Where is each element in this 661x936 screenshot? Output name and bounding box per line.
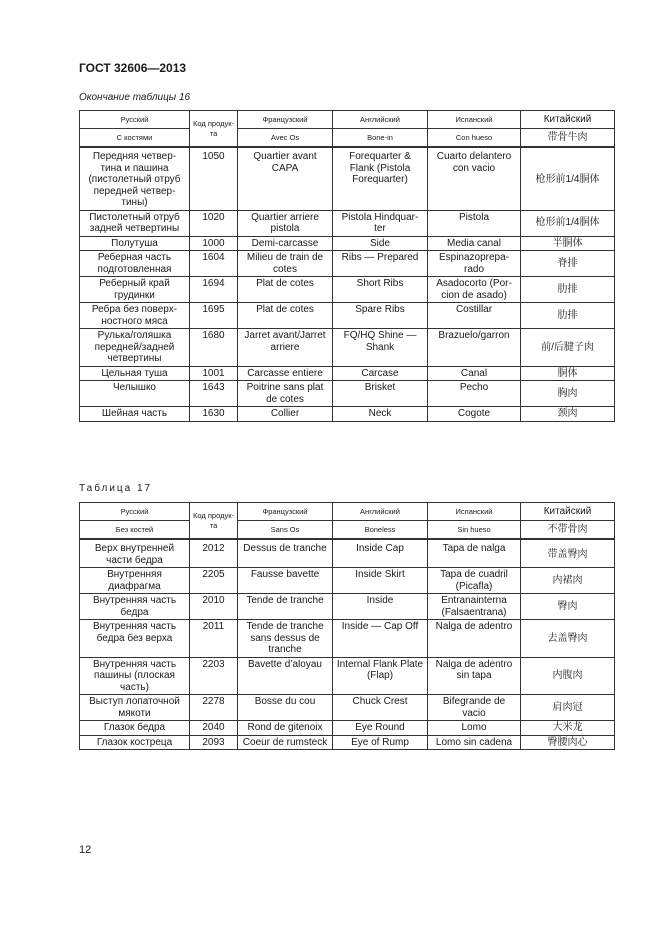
cell-russian: Внутренняя диафрагма — [80, 568, 190, 594]
cell-french: Plat de cotes — [238, 277, 333, 303]
subheader-french: Avec Os — [238, 129, 333, 148]
cell-english: Inside — Cap Off — [333, 620, 428, 658]
table17-subheader-row — [80, 521, 615, 540]
cell-french: Quartier avant CAPA — [238, 147, 333, 210]
cell-code: 1630 — [190, 407, 238, 422]
cell-code: 1680 — [190, 329, 238, 367]
cell-russian: Пистолетный отруб задней четвертины — [80, 210, 190, 236]
cell-spanish: Cuarto delantero con vacio — [428, 147, 521, 210]
cell-french: Fausse bavette — [238, 568, 333, 594]
cell-spanish: Canal — [428, 366, 521, 381]
cell-code: 1050 — [190, 147, 238, 210]
cell-chinese: 内腹肉 — [521, 657, 615, 695]
cell-chinese: 颈肉 — [521, 407, 615, 422]
cell-spanish: Nalga de adentro — [428, 620, 521, 658]
cell-french: Plat de cotes — [238, 303, 333, 329]
cell-russian: Внутренняя часть бедра без верха — [80, 620, 190, 658]
cell-chinese: 胴体 — [521, 366, 615, 381]
cell-russian: Глазок бедра — [80, 721, 190, 736]
cell-spanish: Bifegrande de vacio — [428, 695, 521, 721]
cell-chinese: 枪形前1/4胴体 — [521, 147, 615, 210]
table-row — [80, 407, 615, 422]
cell-russian: Реберный край грудинки — [80, 277, 190, 303]
cell-english: Pistola Hindquar-ter — [333, 210, 428, 236]
cell-code: 2093 — [190, 735, 238, 750]
cell-code: 1001 — [190, 366, 238, 381]
cell-spanish: Asadocorto (Por-cion de asado) — [428, 277, 521, 303]
cell-spanish: Entranainterna (Falsaentrana) — [428, 594, 521, 620]
cell-chinese: 臀腰肉心 — [521, 735, 615, 750]
cell-chinese: 脊排 — [521, 251, 615, 277]
cell-russian: Челышко — [80, 381, 190, 407]
table-row — [80, 594, 615, 620]
cell-english: FQ/HQ Shine — Shank — [333, 329, 428, 367]
cell-chinese: 前/后腱子肉 — [521, 329, 615, 367]
col-header-french: Французский — [238, 111, 333, 129]
table-row — [80, 210, 615, 236]
cell-spanish: Espinazoprepa-rado — [428, 251, 521, 277]
cell-russian: Внутренняя часть бедра — [80, 594, 190, 620]
cell-chinese: 带盖臀肉 — [521, 539, 615, 568]
cell-french: Coeur de rumsteck — [238, 735, 333, 750]
table16-caption: Окончание таблицы 16 — [79, 92, 191, 103]
cell-spanish: Pecho — [428, 381, 521, 407]
col-header-english: Английский — [333, 111, 428, 129]
col-header-chinese: Китайский — [521, 111, 615, 129]
cell-english: Internal Flank Plate (Flap) — [333, 657, 428, 695]
cell-chinese: 枪形前1/4胴体 — [521, 210, 615, 236]
table16-header-row — [80, 111, 615, 129]
cell-spanish: Media canal — [428, 236, 521, 251]
cell-code: 2203 — [190, 657, 238, 695]
cell-chinese: 臀肉 — [521, 594, 615, 620]
subheader-russian: Без костей — [80, 521, 190, 540]
cell-chinese: 大米龙 — [521, 721, 615, 736]
subheader-english: Bone-in — [333, 129, 428, 148]
cell-russian: Передняя четвер-тина и пашина (пистолетный отруб передней четвер-тины) — [80, 147, 190, 210]
cell-russian: Ребра без поверх-ностного мяса — [80, 303, 190, 329]
cell-chinese: 肩肉冠 — [521, 695, 615, 721]
cell-russian: Реберная часть подготовленная — [80, 251, 190, 277]
cell-french: Quartier arriere pistola — [238, 210, 333, 236]
cell-french: Rond de gitenoix — [238, 721, 333, 736]
cell-russian: Рулька/голяшка передней/задней четвертины — [80, 329, 190, 367]
col-header-spanish: Испанский — [428, 111, 521, 129]
cell-code: 1694 — [190, 277, 238, 303]
cell-russian: Полутуша — [80, 236, 190, 251]
cell-french: Collier — [238, 407, 333, 422]
table-row — [80, 329, 615, 367]
subheader-chinese: 带骨牛肉 — [521, 129, 615, 148]
table-row — [80, 236, 615, 251]
cell-code: 1695 — [190, 303, 238, 329]
cell-russian: Цельная туша — [80, 366, 190, 381]
cell-russian: Глазок кострецa — [80, 735, 190, 750]
cell-russian: Внутренняя часть пашины (плоская часть) — [80, 657, 190, 695]
cell-english: Eye of Rump — [333, 735, 428, 750]
cell-english: Short Ribs — [333, 277, 428, 303]
page-number: 12 — [79, 844, 92, 856]
cell-code: 2010 — [190, 594, 238, 620]
cell-english: Chuck Crest — [333, 695, 428, 721]
table16-subheader-row — [80, 129, 615, 148]
cell-english: Neck — [333, 407, 428, 422]
cell-french: Poitrine sans plat de cotes — [238, 381, 333, 407]
cell-spanish: Tapa de cuadril (Picafla) — [428, 568, 521, 594]
cell-english: Carcase — [333, 366, 428, 381]
cell-french: Dessus de tranche — [238, 539, 333, 568]
col-header-chinese: Китайский — [521, 503, 615, 521]
cell-french: Jarret avant/Jarret arriere — [238, 329, 333, 367]
table-row — [80, 539, 615, 568]
cell-code: 1643 — [190, 381, 238, 407]
cell-english: Inside Skirt — [333, 568, 428, 594]
cell-chinese: 胸肉 — [521, 381, 615, 407]
col-header-code: Код продук- та — [190, 111, 238, 148]
cell-english: Forequarter & Flank (Pistola Forequarter) — [333, 147, 428, 210]
cell-english: Spare Ribs — [333, 303, 428, 329]
cell-english: Inside Cap — [333, 539, 428, 568]
cell-spanish: Nalga de adentro sin tapa — [428, 657, 521, 695]
cell-russian: Выступ лопаточной мякоти — [80, 695, 190, 721]
subheader-spanish: Con hueso — [428, 129, 521, 148]
cell-russian: Шейная часть — [80, 407, 190, 422]
table16 — [79, 110, 615, 422]
cell-spanish: Brazuelo/garron — [428, 329, 521, 367]
cell-chinese: 半胴体 — [521, 236, 615, 251]
cell-code: 1000 — [190, 236, 238, 251]
table-row — [80, 695, 615, 721]
col-header-english: Английский — [333, 503, 428, 521]
cell-english: Eye Round — [333, 721, 428, 736]
table-row — [80, 366, 615, 381]
table-row — [80, 721, 615, 736]
cell-chinese: 去盖臀肉 — [521, 620, 615, 658]
cell-code: 2205 — [190, 568, 238, 594]
table17-caption: Таблица 17 — [79, 483, 153, 494]
cell-russian: Верх внутренней части бедра — [80, 539, 190, 568]
cell-spanish: Tapa de nalga — [428, 539, 521, 568]
table-row — [80, 381, 615, 407]
table-row — [80, 568, 615, 594]
cell-spanish: Lomo sin cadena — [428, 735, 521, 750]
cell-english: Side — [333, 236, 428, 251]
table-row — [80, 147, 615, 210]
col-header-french: Французский — [238, 503, 333, 521]
cell-english: Inside — [333, 594, 428, 620]
table-row — [80, 657, 615, 695]
col-header-code: Код продук- та — [190, 503, 238, 540]
cell-french: Tende de tranche — [238, 594, 333, 620]
table-row — [80, 303, 615, 329]
table17 — [79, 502, 615, 750]
table-row — [80, 620, 615, 658]
cell-spanish: Lomo — [428, 721, 521, 736]
cell-spanish: Costillar — [428, 303, 521, 329]
table-row — [80, 735, 615, 750]
table-row — [80, 277, 615, 303]
cell-chinese: 内裙肉 — [521, 568, 615, 594]
cell-code: 2011 — [190, 620, 238, 658]
col-header-russian: Русский — [80, 503, 190, 521]
cell-code: 2040 — [190, 721, 238, 736]
col-header-russian: Русский — [80, 111, 190, 129]
cell-code: 1604 — [190, 251, 238, 277]
table17-header-row — [80, 503, 615, 521]
table-row — [80, 251, 615, 277]
cell-french: Carcasse entiere — [238, 366, 333, 381]
cell-french: Bosse du cou — [238, 695, 333, 721]
cell-english: Brisket — [333, 381, 428, 407]
subheader-chinese: 不带骨肉 — [521, 521, 615, 540]
cell-code: 2012 — [190, 539, 238, 568]
subheader-russian: С костями — [80, 129, 190, 148]
cell-spanish: Cogote — [428, 407, 521, 422]
subheader-spanish: Sin hueso — [428, 521, 521, 540]
page-header: ГОСТ 32606—2013 — [79, 61, 187, 75]
cell-french: Bavette d’aloyau — [238, 657, 333, 695]
subheader-english: Boneless — [333, 521, 428, 540]
cell-spanish: Pistola — [428, 210, 521, 236]
cell-chinese: 肋排 — [521, 277, 615, 303]
cell-french: Milieu de train de cotes — [238, 251, 333, 277]
cell-french: Tende de tranche sans dessus de tranche — [238, 620, 333, 658]
cell-english: Ribs — Prepared — [333, 251, 428, 277]
cell-chinese: 肋排 — [521, 303, 615, 329]
cell-french: Demi-carcasse — [238, 236, 333, 251]
col-header-spanish: Испанский — [428, 503, 521, 521]
subheader-french: Sans Os — [238, 521, 333, 540]
cell-code: 2278 — [190, 695, 238, 721]
cell-code: 1020 — [190, 210, 238, 236]
